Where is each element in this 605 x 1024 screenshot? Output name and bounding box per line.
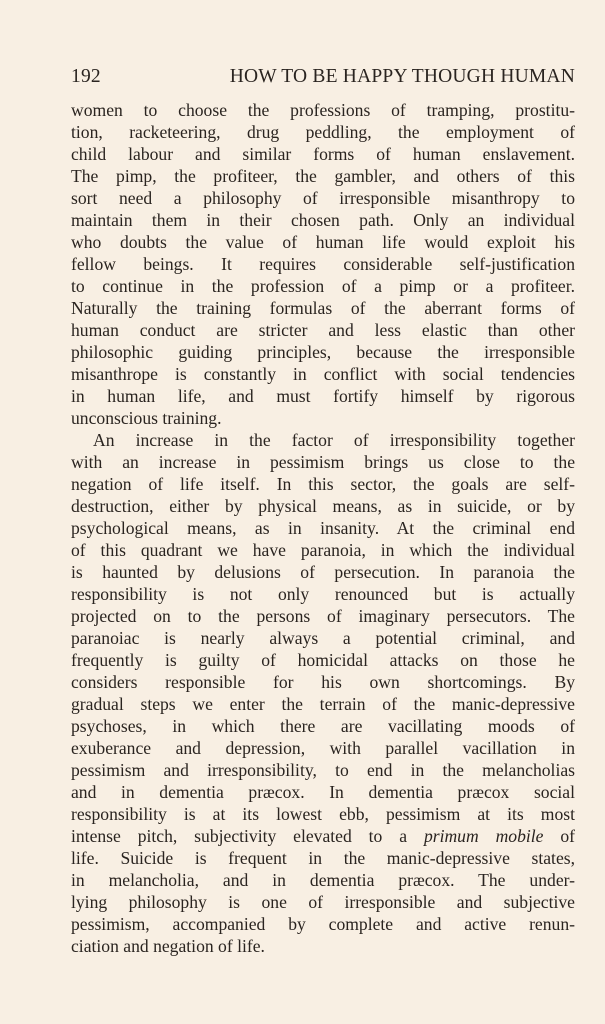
text-line: psychological means, as in insanity. At the criminal end <box>71 518 575 538</box>
text-line: maintain them in their chosen path. Only an individual <box>71 210 575 230</box>
text-line: frequently is guilty of homicidal attacks on those he <box>71 650 575 670</box>
text-line: women to choose the professions of tramping, prostitu- <box>71 100 575 120</box>
text-line: The pimp, the profiteer, the gambler, and others of this <box>71 166 575 186</box>
text-line: and in dementia præcox. In dementia præcox social <box>71 782 575 802</box>
text-line: ciation and negation of life. <box>71 936 265 956</box>
paragraph-2 <box>71 429 575 957</box>
text-line: is haunted by delusions of persecution. In paranoia the <box>71 562 575 582</box>
text-line: destruction, either by physical means, as in suicide, or by <box>71 496 575 516</box>
text-line: human conduct are stricter and less elastic than other <box>71 320 575 340</box>
text-line-with-italic <box>71 825 575 847</box>
text-line: An increase in the factor of irresponsibility together <box>93 430 575 450</box>
text-line: unconscious training. <box>71 408 222 428</box>
text-line: of this quadrant we have paranoia, in which the individual <box>71 540 575 560</box>
text-line: who doubts the value of human life would exploit his <box>71 232 575 252</box>
text-line: sort need a philosophy of irresponsible misanthropy to <box>71 188 575 208</box>
text-line: to continue in the profession of a pimp or a profiteer. <box>71 276 575 296</box>
text-line: Naturally the training formulas of the aberrant forms of <box>71 298 575 318</box>
text-line: considers responsible for his own shortcomings. By <box>71 672 575 692</box>
text-line: pessimism and irresponsibility, to end in the melancholias <box>71 760 575 780</box>
text-line: tion, racketeering, drug peddling, the employment of <box>71 122 575 142</box>
text-line: in human life, and must fortify himself by rigorous <box>71 386 575 406</box>
paragraph-1 <box>71 99 575 429</box>
running-title: HOW TO BE HAPPY THOUGH HUMAN <box>229 66 575 87</box>
text-line: fellow beings. It requires considerable self-justification <box>71 254 575 274</box>
page-number: 192 <box>71 66 101 87</box>
text-line: gradual steps we enter the terrain of the manic-depressive <box>71 694 575 714</box>
text-line: life. Suicide is frequent in the manic-depressive states, <box>71 848 575 868</box>
text-line: psychoses, in which there are vacillating moods of <box>71 716 575 736</box>
text-segment: of <box>543 826 575 846</box>
text-line: pessimism, accompanied by complete and active renun- <box>71 914 575 934</box>
italic-phrase: primum mobile <box>423 826 544 846</box>
text-line: paranoiac is nearly always a potential criminal, and <box>71 628 575 648</box>
text-line: with an increase in pessimism brings us close to the <box>71 452 575 472</box>
text-line: lying philosophy is one of irresponsible and subjective <box>71 892 575 912</box>
text-line: negation of life itself. In this sector, the goals are self- <box>71 474 575 494</box>
body-text <box>71 99 575 957</box>
text-line: projected on to the persons of imaginary persecutors. The <box>71 606 575 626</box>
text-segment: intense pitch, subjectivity elevated to a <box>71 826 424 846</box>
text-line: in melancholia, and in dementia præcox. The under- <box>71 870 575 890</box>
text-line: responsibility is not only renounced but is actually <box>71 584 575 604</box>
text-line: responsibility is at its lowest ebb, pessimism at its most <box>71 804 575 824</box>
text-line: philosophic guiding principles, because the irresponsible <box>71 342 575 362</box>
page-header <box>71 64 575 94</box>
text-line: misanthrope is constantly in conflict with social tendencies <box>71 364 575 384</box>
text-line: child labour and similar forms of human enslavement. <box>71 144 575 164</box>
text-line: exuberance and depression, with parallel vacillation in <box>71 738 575 758</box>
